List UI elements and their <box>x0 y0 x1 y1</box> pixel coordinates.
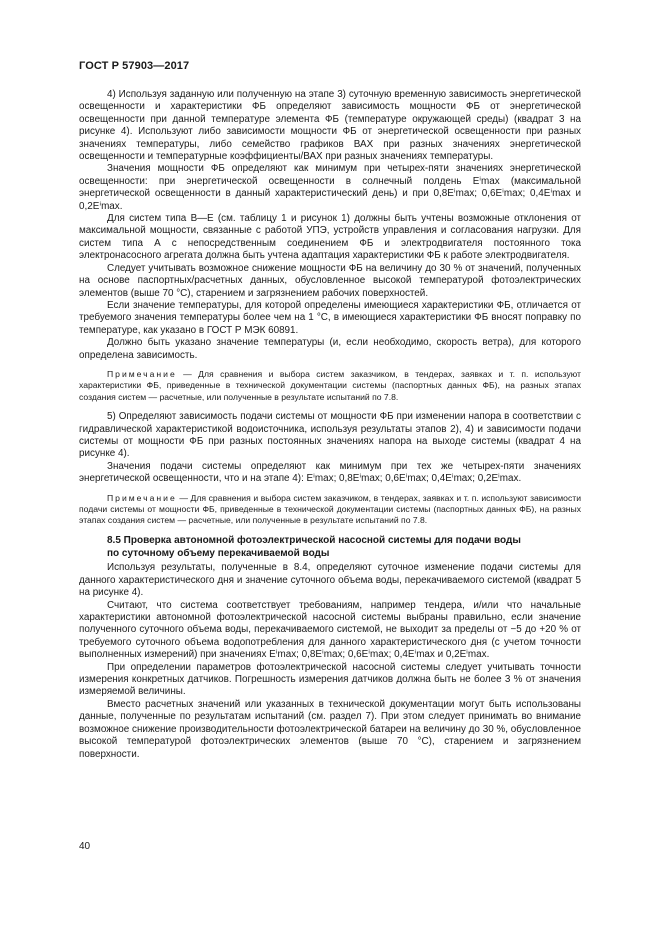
document-id-header: ГОСТ Р 57903—2017 <box>79 60 190 72</box>
page-body <box>79 89 581 761</box>
paragraph-temperature-value: Должно быть указано значение температуры (и, если необходимо, скорость ветра), для которого определена зависимость. <box>79 337 581 361</box>
paragraph-flow-values: Значения подачи системы определяют как минимум при тех же четырех-пяти значениях энергетической освещенности, что и на этапе 4): Eⁱmax; 0,8Eⁱmax; 0,6Eⁱmax; 0,4Eⁱmax; 0,2Eⁱmax. <box>79 460 581 485</box>
section-heading-line-2: по суточному объему перекачиваемой воды <box>107 547 330 559</box>
note-2 <box>79 493 581 527</box>
note-2-label: Примечание <box>107 492 177 503</box>
page-number: 40 <box>79 841 91 852</box>
note-2-text: — Для сравнения и выбора систем заказчиком, в тендерах, заявках и т. п. используют зависимости подачи системы от мощности ФБ, приведенные в технической документации системы (паспортных данных ФБ), на разных этапах создания систем — расчетные, или полученные в результате испытаний по 7.8. <box>79 492 581 526</box>
paragraph-power-reduction: Следует учитывать возможное снижение мощности ФБ на величину до 30 % от значений, полученных на основе паспортных/расчетных данных, обусловленное высокой температурой фотоэлектрических элементов (выше 70 °С), старением и загрязнением рабочих поверхностей. <box>79 262 581 299</box>
paragraph-daily-flow: Используя результаты, полученные в 8.4, определяют суточное изменение подачи системы для данного характеристического дня и значение суточного объема воды, перекачиваемого системой (квадрат 5 на рисунке 4). <box>79 562 581 599</box>
paragraph-system-types: Для систем типа В—Е (см. таблицу 1 и рисунок 1) должны быть учтены возможные отклонения от максимальной мощности, связанные с работой УПЭ, устройств управления и согласования нагрузки. Для систем типа А с непосредственным соединением ФБ и электродвигателя постоянного тока электронасосного агрегата должна быть учтена адаптация характеристики ФБ к работе электродвигателя. <box>79 213 581 262</box>
paragraph-sensor-accuracy: При определении параметров фотоэлектрической насосной системы следует учитывать точности измерения конкретных датчиков. Погрешность измерения датчиков должна быть не более 3 % от значения измеряемой величины. <box>79 661 581 698</box>
paragraph-power-values: Значения мощности ФБ определяют как минимум при четырех-пяти значениях энергетической освещенности: при энергетической освещенности в солнечный полдень Eⁱmax (максимальной энергетической освещенности в данный характеристический день) и при 0,8Eⁱmax; 0,6Eⁱmax; 0,4Eⁱmax и 0,2Eⁱmax. <box>79 163 581 212</box>
note-1 <box>79 369 581 403</box>
paragraph-step-4: 4) Используя заданную или полученную на этапе 3) суточную временную зависимость энергетической освещенности и характеристики ФБ определяют зависимость мощности ФБ от энергетической освещенности при данной температуре элемента ФБ (температуре окружающей среды) (квадрат 3 на рисунке 4). Используют либо зависимости мощности ФБ от энергетической освещенности при разных значениях температуры, либо семейство графиков ВАХ при разных значениях энергетической освещенности и температурные коэффициенты/ВАХ при разных значениях температуры. <box>79 89 581 163</box>
paragraph-temperature-correction: Если значение температуры, для которой определены имеющиеся характеристики ФБ, отличается от требуемого значения температуры более чем на 1 °С, в имеющиеся характеристики ФБ вносят поправку по температуре, как указано в ГОСТ Р МЭК 60891. <box>79 299 581 336</box>
paragraph-step-5: 5) Определяют зависимость подачи системы от мощности ФБ при изменении напора в соответствии с гидравлической характеристикой водоисточника, используя результаты этапов 2), 4) и зависимости подачи системы от мощности ФБ при разных постоянных значениях напора на выходе системы (квадрат 4 на рисунке 4). <box>79 411 581 460</box>
note-1-text: — Для сравнения и выбора систем заказчиком, в тендерах, заявках и т. п. используют характеристики ФБ, приведенные в технической документации системы (паспортных данных ФБ), на разных этапах создания систем — расчетные, или полученные в результате испытаний по 7.8. <box>79 368 581 402</box>
note-1-label: Примечание <box>107 368 177 379</box>
section-heading-line-1: 8.5 Проверка автономной фотоэлектрической насосной системы для подачи воды <box>107 534 521 546</box>
section-heading-8-5 <box>79 535 581 561</box>
paragraph-test-data: Вместо расчетных значений или указанных в технической документации могут быть использованы данные, полученные по результатам испытаний (см. раздел 7). При этом следует принимать во внимание возможное снижение производительности фотоэлектрической батареи на величину до 30 %, обусловленное высокой температурой фотоэлектрических элементов (выше 70 °С), старением и загрязнением поверхности. <box>79 698 581 760</box>
paragraph-compliance: Считают, что система соответствует требованиям, например тендера, и/или что начальные характеристики автономной фотоэлектрической насосной системы выбраны правильно, если значение полученного суточного объема воды, перекачиваемого системой, не выходит за пределы от −5 до +20 % от требуемого суточного объема водопотребления для данного характеристического дня (с учетом точности выполненных измерений) при значениях Eⁱmax; 0,8Eⁱmax; 0,6Eⁱmax; 0,4Eⁱmax и 0,2Eⁱmax. <box>79 599 581 661</box>
